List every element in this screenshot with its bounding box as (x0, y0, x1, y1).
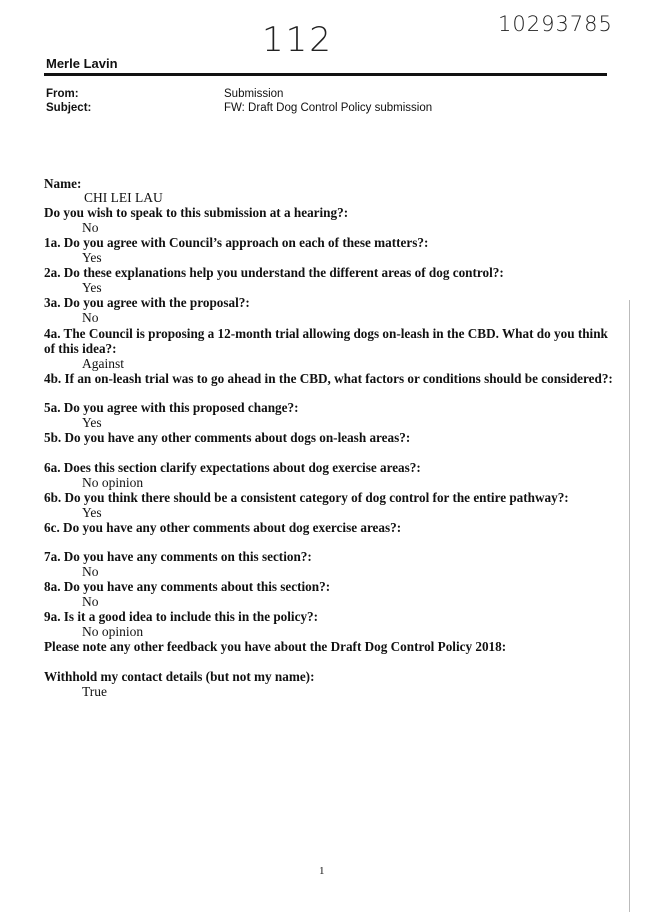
answer-3a: No (82, 310, 99, 325)
from-label: From: (46, 88, 79, 100)
answer-7a: No (82, 564, 99, 579)
question-2a: 2a. Do these explanations help you understand the different areas of dog control?: (44, 265, 504, 280)
answer-speak: No (82, 220, 99, 235)
from-value: Submission (224, 88, 284, 100)
question-1a: 1a. Do you agree with Council’s approach on each of these matters?: (44, 235, 429, 250)
question-7a: 7a. Do you have any comments on this section?: (44, 549, 312, 564)
answer-6a: No opinion (82, 475, 144, 490)
answer-6b: Yes (82, 505, 102, 520)
subject-label: Subject: (46, 102, 92, 114)
scan-edge-line (629, 300, 630, 912)
question-6b: 6b. Do you think there should be a consistent category of dog control for the entire pathway?: (44, 490, 569, 505)
answer-withhold: True (82, 684, 108, 699)
page-number: 1 (319, 865, 325, 877)
answer-2a: Yes (82, 280, 102, 295)
question-feedback: Please note any other feedback you have about the Draft Dog Control Policy 2018: (44, 639, 507, 654)
question-6c: 6c. Do you have any other comments about dog exercise areas?: (44, 520, 402, 535)
question-5a: 5a. Do you agree with this proposed change?: (44, 400, 299, 415)
question-6a: 6a. Does this section clarify expectations about dog exercise areas?: (44, 460, 421, 475)
question-4a-line2: of this idea?: (44, 341, 117, 356)
handwritten-page-number: 112 (262, 20, 333, 60)
question-4a-line1: 4a. The Council is proposing a 12-month trial allowing dogs on-leash in the CBD. What do you think (44, 326, 608, 341)
name-label: Name: (44, 176, 82, 191)
question-8a: 8a. Do you have any comments about this section?: (44, 579, 331, 594)
handwritten-record-number: 10293785 (498, 12, 613, 36)
sender-name: Merle Lavin (46, 56, 118, 71)
answer-9a: No opinion (82, 624, 144, 639)
answer-8a: No (82, 594, 99, 609)
answer-4a: Against (82, 356, 124, 371)
answer-5a: Yes (82, 415, 102, 430)
question-speak: Do you wish to speak to this submission at a hearing?: (44, 205, 349, 220)
question-5b: 5b. Do you have any other comments about dogs on-leash areas?: (44, 430, 411, 445)
name-value: CHI LEI LAU (84, 190, 163, 205)
answer-1a: Yes (82, 250, 102, 265)
header-divider (44, 73, 607, 76)
subject-value: FW: Draft Dog Control Policy submission (224, 102, 433, 114)
question-4b: 4b. If an on-leash trial was to go ahead in the CBD, what factors or conditions should be considered?: (44, 371, 613, 386)
question-withhold: Withhold my contact details (but not my name): (44, 669, 315, 684)
question-9a: 9a. Is it a good idea to include this in the policy?: (44, 609, 319, 624)
question-3a: 3a. Do you agree with the proposal?: (44, 295, 250, 310)
